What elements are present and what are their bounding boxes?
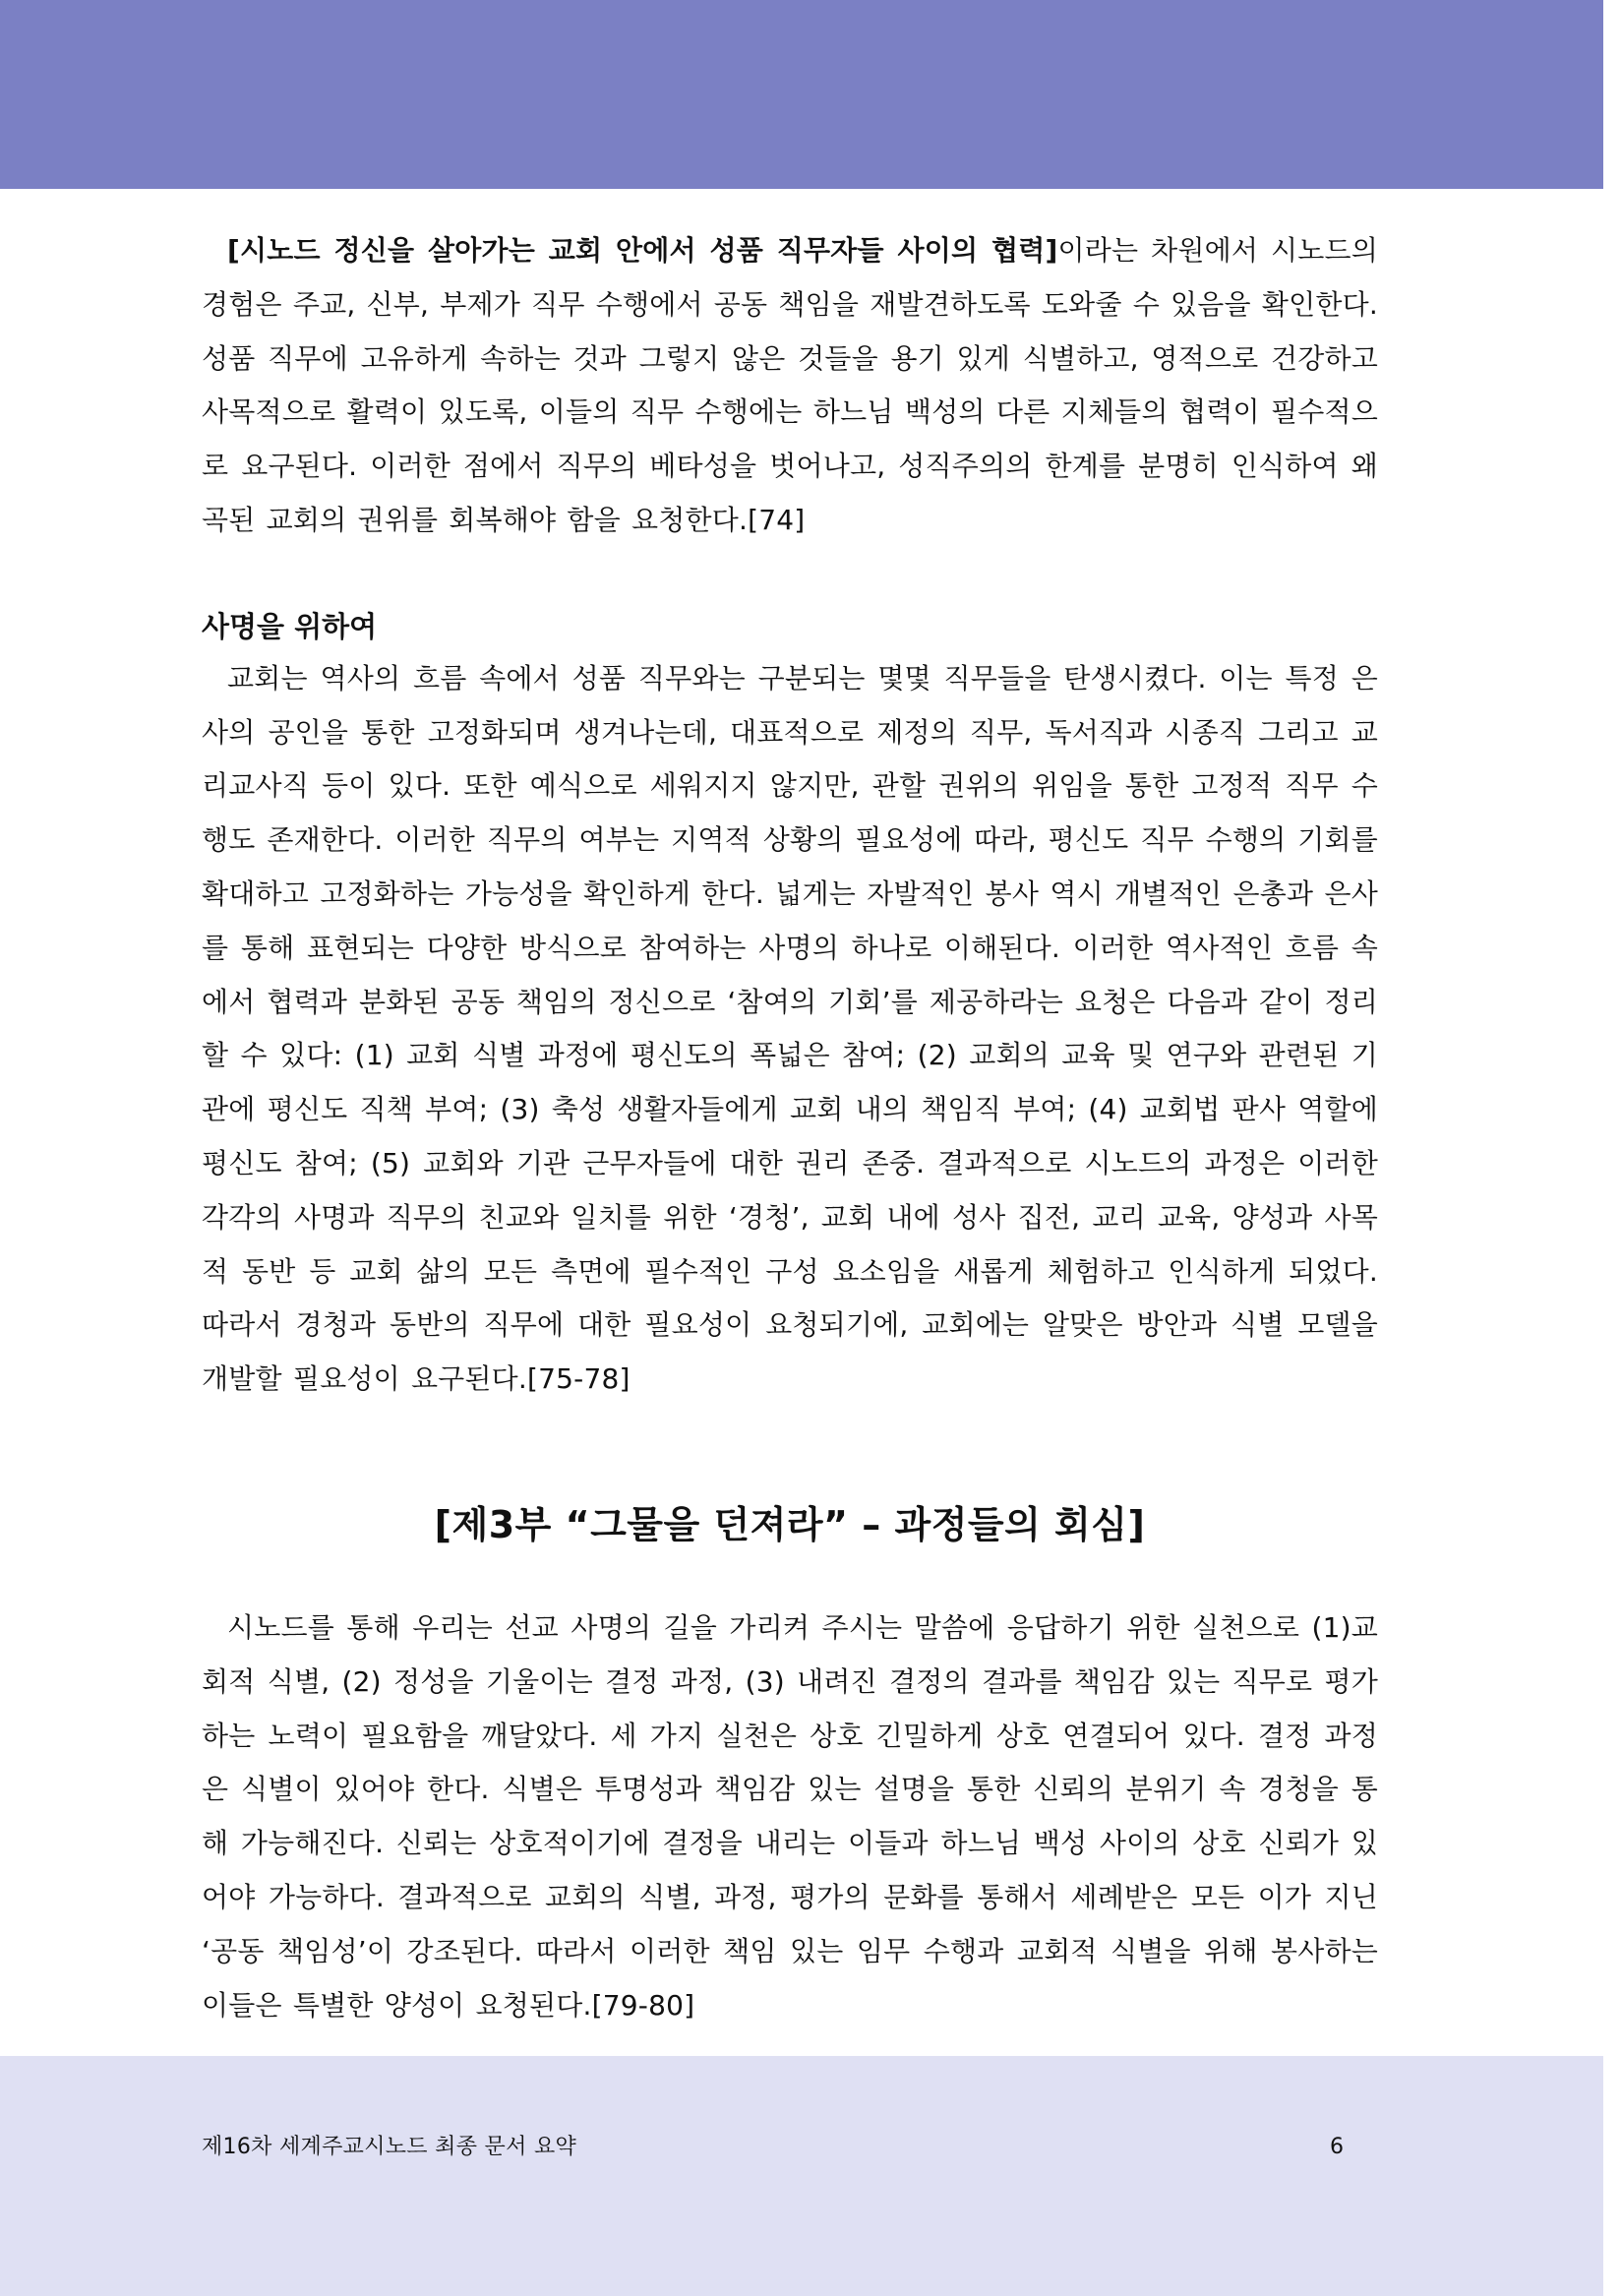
page-number: 6 <box>1330 2135 1344 2159</box>
part-title: [제3부 “그물을 던져라” – 과정들의 회심] <box>434 1502 1146 1546</box>
paragraph-mission-ministries: 교회는 역사의 흐름 속에서 성품 직무와는 구분되는 몇몇 직무들을 탄생시켰다. 이는 특정 은사의 공인을 통한 고정화되며 생겨나는데, 대표적으로 제정의 직무, 독서직과 시종직 그리고 교리교사직 등이 있다. 또한 예식으로 세워지지 않지만, 관할 권위의 위임을 통한 고정적 직무 수행도 존재한다. 이러한 직무의 여부는 지역적 상황의 필요성에 따라, 평신도 직무 수행의 기회를 확대하고 고정화하는 가능성을 확인하게 한다. 넓게는 자발적인 봉사 역시 개별적인 은총과 은사를 통해 표현되는 다양한 방식으로 참여하는 사명의 하나로 이해된다. 이러한 역사적인 흐름 속에서 협력과 분화된 공동 책임의 정신으로 ‘참여의 기회’를 제공하라는 요청은 다음과 같이 정리할 수 있다: (1) 교회 식별 과정에 평신도의 폭넓은 참여; (2) 교회의 교육 및 연구와 관련된 기관에 평신도 직책 부여; (3) 축성 생활자들에게 교회 내의 책임직 부여; (4) 교회법 판사 역할에 평신도 참여; (5) 교회와 기관 근무자들에 대한 권리 존중. 결과적으로 시노드의 과정은 이러한 각각의 사명과 직무의 친교와 일치를 위한 ‘경청’, 교회 내에 성사 집전, 교리 교육, 양성과 사목적 동반 등 교회 삶의 모든 측면에 필수적인 구성 요소임을 새롭게 체험하고 인식하게 되었다. 따라서 경청과 동반의 직무에 대한 필요성이 요청되기에, 교회에는 알맞은 방안과 식별 모델을 개발할 필요성이 요구된다.[75-78] <box>202 661 1378 1396</box>
page-edge <box>1603 0 1621 2296</box>
paragraph-discernment-processes: 시노드를 통해 우리는 선교 사명의 길을 가리켜 주시는 말씀에 응답하기 위한 실천으로 (1)교회적 식별, (2) 정성을 기울이는 결정 과정, (3) 내려진 결정의 결과를 책임감 있는 직무로 평가하는 노력이 필요함을 깨달았다. 세 가지 실천은 상호 긴밀하게 상호 연결되어 있다. 결정 과정은 식별이 있어야 한다. 식별은 투명성과 책임감 있는 설명을 통한 신뢰의 분위기 속 경청을 통해 가능해진다. 신뢰는 상호적이기에 결정을 내리는 이들과 하느님 백성 사이의 상호 신뢰가 있어야 가능하다. 결과적으로 교회의 식별, 과정, 평가의 문화를 통해서 세례받은 모든 이가 지닌 ‘공동 책임성’이 강조된다. 따라서 이러한 책임 있는 임무 수행과 교회적 식별을 위해 봉사하는 이들은 특별한 양성이 요청된다.[79-80] <box>202 1610 1378 2022</box>
footer-document-title: 제16차 세계주교시노드 최종 문서 요약 <box>202 2135 577 2159</box>
page-content <box>202 224 1378 2032</box>
paragraph-ordained-ministry-cooperation <box>202 224 1378 548</box>
header-band <box>0 0 1603 189</box>
section-heading: 사명을 위하여 <box>202 609 378 643</box>
paragraph-bold-lead: [시노드 정신을 살아가는 교회 안에서 성품 직무자들 사이의 협력] <box>227 234 1058 267</box>
footer-band <box>0 2056 1603 2296</box>
paragraph-body: 이라는 차원에서 시노드의 경험은 주교, 신부, 부제가 직무 수행에서 공동 책임을 재발견하도록 도와줄 수 있음을 확인한다. 성품 직무에 고유하게 속하는 것과 그렇지 않은 것들을 용기 있게 식별하고, 영적으로 건강하고 사목적으로 활력이 있도록, 이들의 직무 수행에는 하느님 백성의 다른 지체들의 협력이 필수적으로 요구된다. 이러한 점에서 직무의 베타성을 벗어나고, 성직주의의 한계를 분명히 인식하여 왜곡된 교회의 권위를 회복해야 함을 요청한다.[74] <box>202 234 1379 536</box>
